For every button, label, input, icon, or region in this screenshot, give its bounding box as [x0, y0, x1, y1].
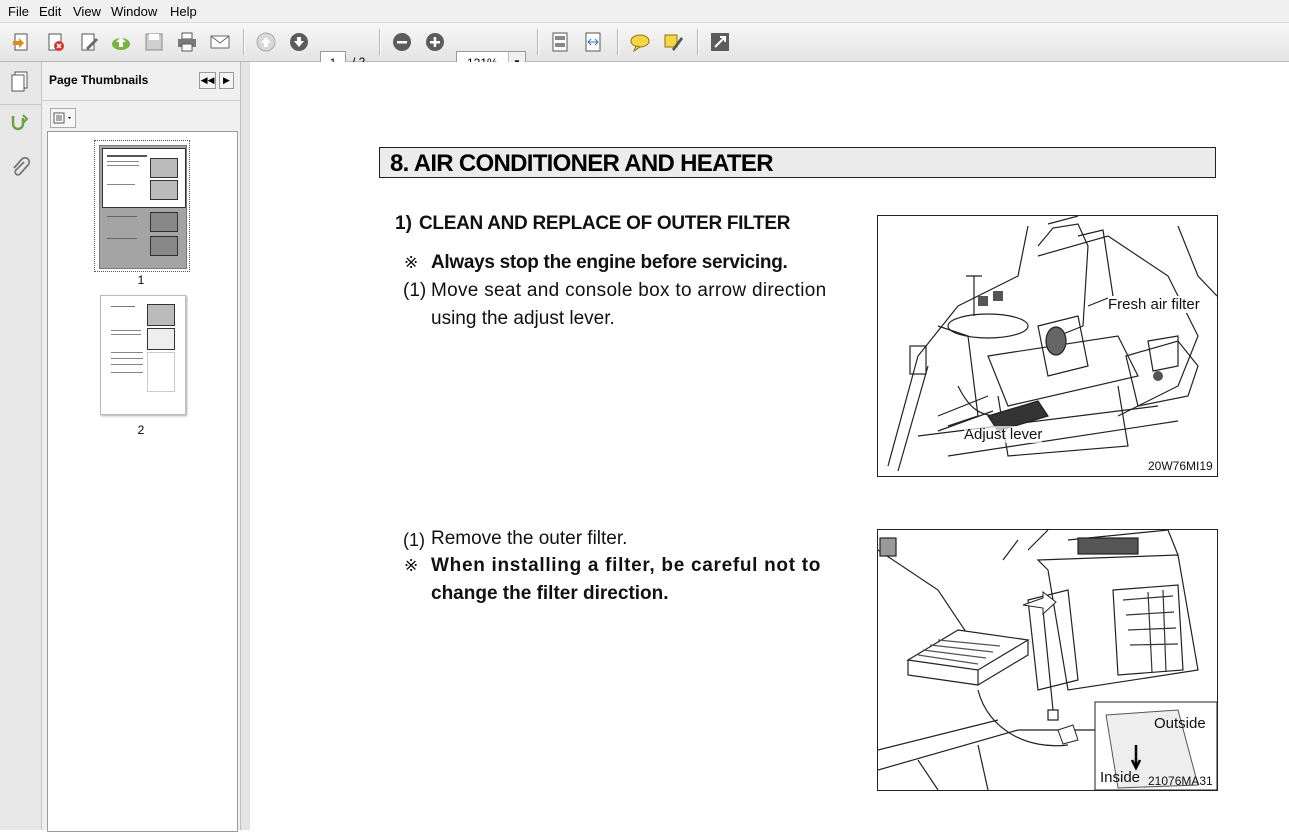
- note-text-1: Always stop the engine before servicing.: [431, 252, 788, 273]
- figure-filter-removal: [877, 529, 1218, 791]
- edit-icon[interactable]: [76, 29, 102, 55]
- attachments-icon[interactable]: [9, 156, 31, 178]
- fullscreen-icon[interactable]: [707, 29, 733, 55]
- menu-view[interactable]: View: [73, 4, 101, 19]
- step-text-1a: Move seat and console box to arrow direction: [431, 280, 827, 301]
- prev-page-icon[interactable]: [253, 29, 279, 55]
- subsection-number: 1): [395, 213, 412, 234]
- print-icon[interactable]: [174, 29, 200, 55]
- document-view: [250, 62, 1289, 830]
- navigation-icon-strip: [0, 62, 42, 830]
- filter-illustration: [878, 530, 1217, 790]
- thumbnail-page-2[interactable]: [100, 295, 186, 415]
- figure-cab-interior: [877, 215, 1218, 477]
- outside-label: Outside: [1154, 715, 1206, 732]
- email-icon[interactable]: [207, 29, 233, 55]
- fit-width-icon[interactable]: [580, 29, 606, 55]
- toolbar: [0, 23, 1289, 62]
- menu-help[interactable]: Help: [170, 4, 197, 19]
- step-number-2: (1): [403, 530, 425, 550]
- figure-2-code: 21076MA31: [1148, 774, 1213, 788]
- collapse-panel-icon[interactable]: ◀◀: [199, 72, 216, 89]
- step-text-1b: using the adjust lever.: [431, 308, 615, 329]
- menu-bar: [0, 0, 1289, 23]
- section-title: 8. AIR CONDITIONER AND HEATER: [379, 147, 1216, 178]
- thumbnail-options-button[interactable]: [50, 108, 76, 128]
- figure-1-code: 20W76MI19: [1148, 459, 1213, 473]
- fresh-air-filter-label: Fresh air filter: [1108, 296, 1200, 313]
- upload-icon[interactable]: [108, 29, 134, 55]
- note-text-2a: When installing a filter, be careful not to: [431, 555, 822, 576]
- menu-file[interactable]: File: [8, 4, 29, 19]
- zoom-out-icon[interactable]: [389, 29, 415, 55]
- note-mark-2: ※: [404, 556, 419, 575]
- menu-window[interactable]: Window: [111, 4, 158, 19]
- adjust-lever-label: Adjust lever: [964, 426, 1043, 443]
- page-thumbnails-icon[interactable]: [9, 70, 31, 92]
- subsection-title: CLEAN AND REPLACE OF OUTER FILTER: [419, 213, 791, 234]
- zoom-in-icon[interactable]: [422, 29, 448, 55]
- panel-header: [42, 62, 240, 101]
- thumbnails-panel: [42, 62, 240, 830]
- thumbnail-list: [47, 131, 238, 832]
- fit-page-icon[interactable]: [547, 29, 573, 55]
- signatures-icon[interactable]: [9, 112, 31, 134]
- menu-edit[interactable]: Edit: [39, 4, 62, 19]
- attach-icon[interactable]: [42, 29, 68, 55]
- highlight-icon[interactable]: [660, 29, 686, 55]
- note-mark-1: ※: [404, 253, 419, 272]
- save-icon[interactable]: [141, 29, 167, 55]
- thumbnail-page-1[interactable]: [94, 140, 190, 272]
- panel-title: Page Thumbnails: [49, 73, 149, 87]
- note-text-2b: change the filter direction.: [431, 583, 669, 604]
- thumbnail-label-2: 2: [137, 423, 145, 437]
- step-text-2: Remove the outer filter.: [431, 528, 628, 549]
- cab-illustration: [878, 216, 1217, 476]
- create-icon[interactable]: [8, 29, 34, 55]
- thumbnail-label-1: 1: [137, 273, 145, 287]
- step-number-1: (1): [403, 280, 427, 301]
- inside-label: Inside: [1100, 769, 1141, 786]
- comment-icon[interactable]: [627, 29, 653, 55]
- panel-menu-arrow-icon[interactable]: ▶: [219, 72, 234, 89]
- next-page-icon[interactable]: [286, 29, 312, 55]
